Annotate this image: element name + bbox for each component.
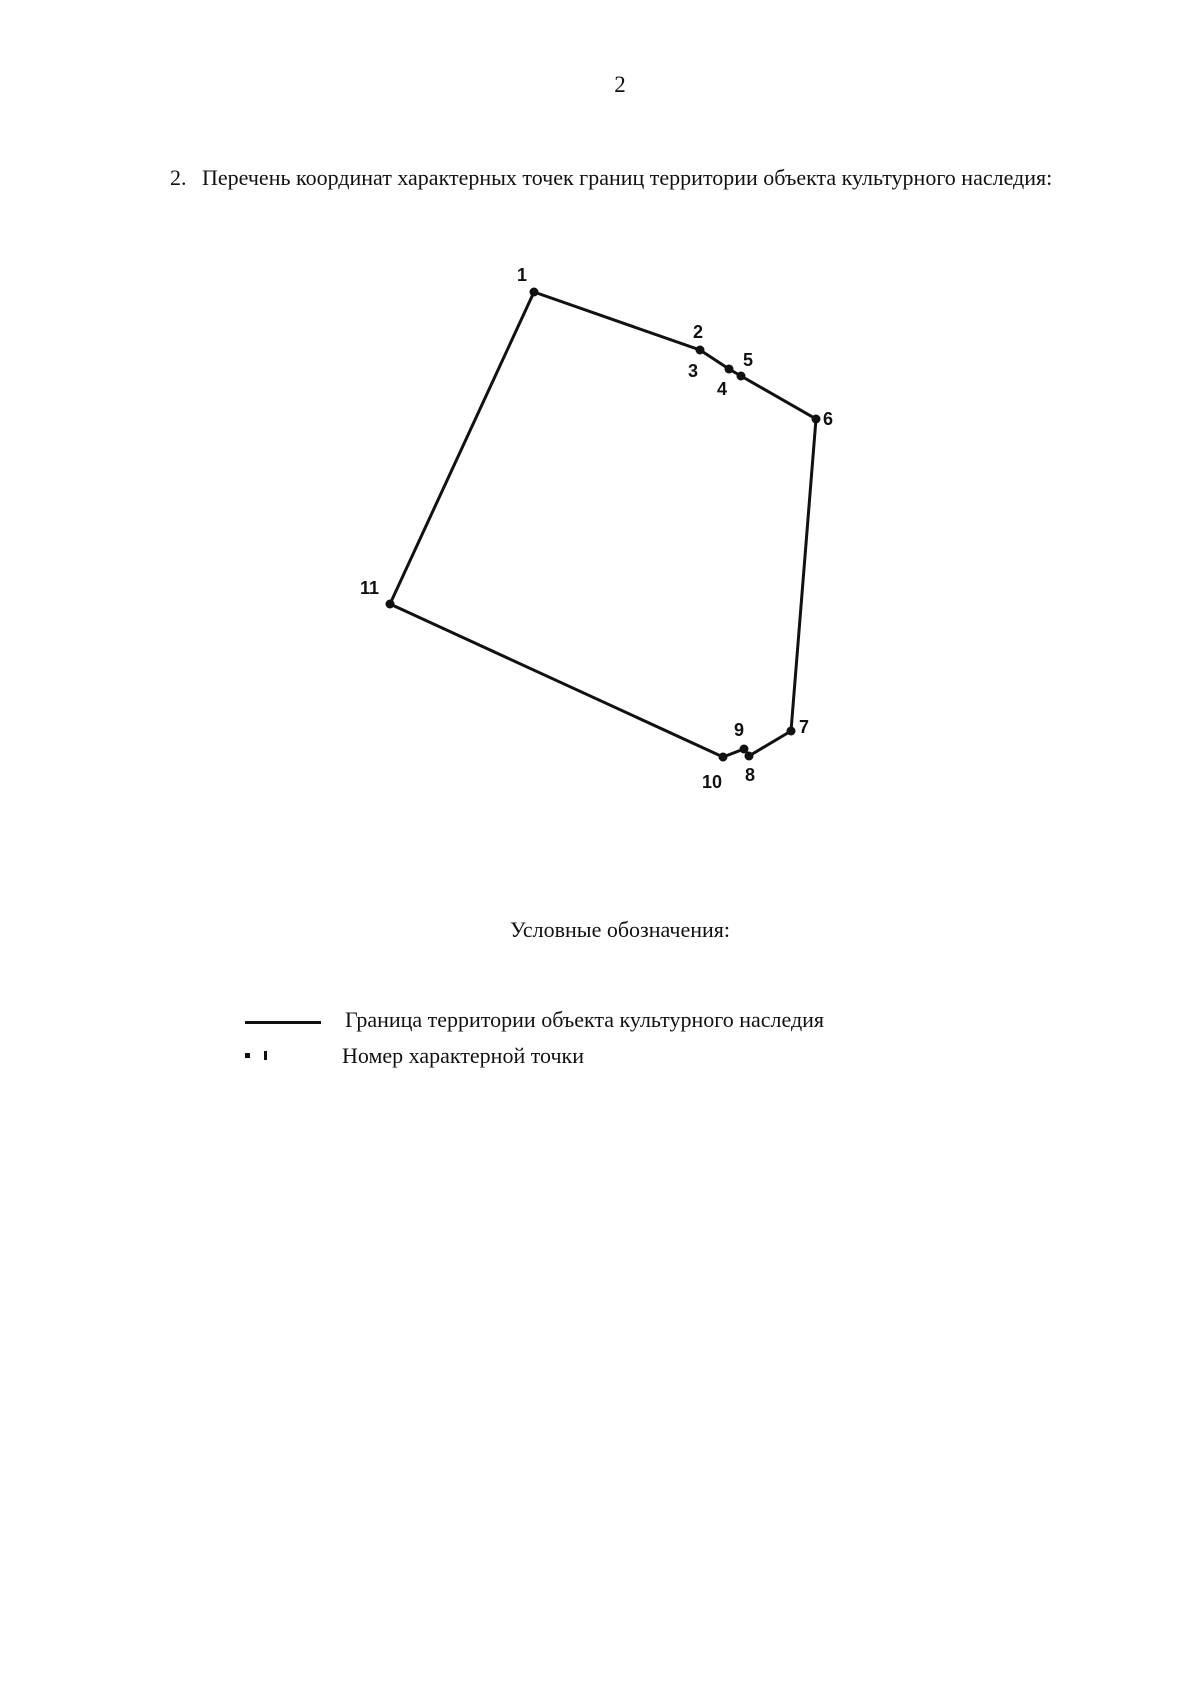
point-marker-9: [719, 753, 728, 762]
point-marker-5: [812, 415, 821, 424]
point-marker-1: [530, 288, 539, 297]
point-label-4: 4: [717, 379, 728, 399]
legend-item-label: Граница территории объекта культурного наследия: [345, 1007, 825, 1032]
point-marker-3: [725, 365, 734, 374]
point-marker-8: [740, 745, 749, 754]
point-marker-2: [696, 346, 705, 355]
page-number: 2: [614, 72, 626, 97]
legend-item-boundary: [245, 1007, 965, 1037]
point-mark-icon: [245, 1049, 275, 1061]
point-marker-4: [737, 372, 746, 381]
point-label-1: 1: [517, 265, 528, 285]
point-label-5: 5: [743, 350, 754, 370]
legend-item-label: Номер характерной точки: [342, 1043, 584, 1068]
section-title: Перечень координат характерных точек границ территории объекта культурного наследия:: [202, 165, 1053, 190]
point-label-11: 11: [360, 578, 380, 598]
point-marker-6: [787, 727, 796, 736]
point-label-3: 3: [688, 361, 699, 381]
point-marker-10: [386, 600, 395, 609]
point-label-8: 8: [745, 765, 756, 785]
point-label-2: 2: [693, 322, 704, 342]
point-label-6: 6: [823, 409, 834, 429]
point-label-9: 9: [734, 720, 745, 740]
section-number: 2.: [170, 165, 187, 190]
legend-item-point: [245, 1043, 965, 1073]
legend-title: Условные обозначения:: [509, 917, 731, 942]
boundary-line-icon: [245, 1021, 321, 1024]
point-label-10: 10: [702, 772, 723, 792]
point-label-7: 7: [799, 717, 810, 737]
